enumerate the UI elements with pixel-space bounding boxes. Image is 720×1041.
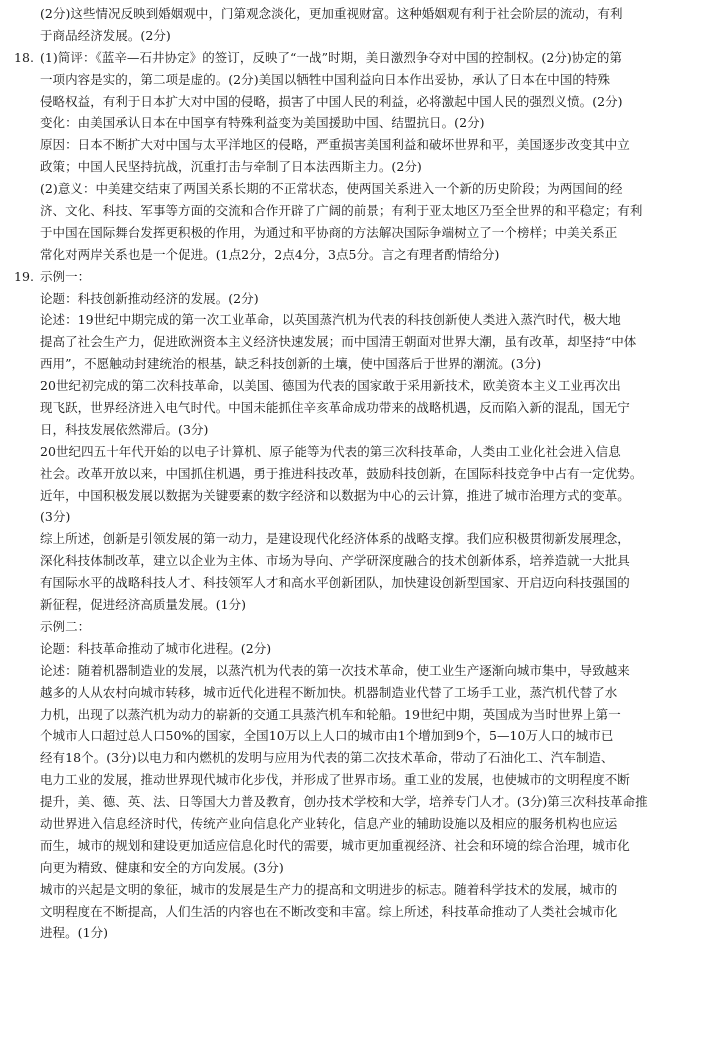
text-line: 电力工业的发展，推动世界现代城市化步伐，并形成了世界市场。重工业的发展，也使城市的文明程度不断 <box>40 772 630 788</box>
text-line: 论题：科技革命推动了城市化进程。(2分) <box>40 640 272 656</box>
text-line: 政策；中国人民坚持抗战，沉重打击与牵制了日本法西斯主力。(2分) <box>40 159 422 175</box>
text-line: 深化科技体制改革，建立以企业为主体、市场为导向、产学研深度融合的技术创新体系，培养造就一大批具 <box>40 553 630 569</box>
text-line: 越多的人从农村向城市转移，城市近代化进程不断加快。机器制造业代替了工场手工业，蒸汽机代替了水 <box>40 684 618 700</box>
text-line: 西用”，不愿触动封建统治的根基，缺乏科技创新的土壤，使中国落后于世界的潮流。(3分) <box>40 356 542 372</box>
text-line: 向更为精致、健康和安全的方向发展。(3分) <box>40 859 284 875</box>
text-line: 进程。(1分) <box>40 925 109 941</box>
text-line: (3分) <box>40 509 71 525</box>
text-line: 常化对两岸关系也是一个促进。(1点2分，2点4分，3点5分。言之有理者酌情给分) <box>40 246 500 262</box>
text-line: 一项内容是实的，第二项是虚的。(2分)美国以牺牲中国利益向日本作出妥协，承认了日本在中国的特殊 <box>40 71 611 87</box>
text-line: 社会。改革开放以来，中国抓住机遇，勇于推进科技改革，鼓励科技创新，在国际科技竞争中占有一定优势。 <box>40 465 643 481</box>
text-line: 论题：科技创新推动经济的发展。(2分) <box>40 290 259 306</box>
text-line: 示例二： <box>40 618 91 634</box>
text-line: (1)简评：《蓝辛—石井协定》的签订，反映了“一战”时期，美日激烈争夺对中国的控制权。(2分)协定的第 <box>40 49 622 65</box>
text-line: 新征程，促进经济高质量发展。(1分) <box>40 597 247 613</box>
text-line: 20世纪初完成的第二次科技革命，以美国、德国为代表的国家敢于采用新技术，欧美资本主义工业再次出 <box>40 378 621 394</box>
text-line: 论述：随着机器制造业的发展，以蒸汽机为代表的第一次技术革命，使工业生产逐渐向城市集中，导致越来 <box>40 662 630 678</box>
question-19-line <box>14 266 706 288</box>
text-line: (2分)这些情况反映到婚姻观中，门第观念淡化，更加重视财富。这种婚姻观有利于社会阶层的流动，有利 <box>40 6 623 21</box>
text-line: 经有18个。(3分)以电力和内燃机的发明与应用为代表的第二次技术革命，带动了石油化工、汽车制造、 <box>40 750 614 766</box>
text-line: 日，科技发展依然滞后。(3分) <box>40 421 209 437</box>
question-number: 18. <box>14 49 35 65</box>
text-line: 示例一： <box>40 268 91 284</box>
question-number: 19. <box>14 268 35 284</box>
text-line: 近年，中国积极发展以数据为关键要素的数字经济和以数据为中心的云计算，推进了城市治理方式的变革。 <box>40 487 630 503</box>
text-line: 动世界进入信息经济时代，传统产业向信息化产业转化，信息产业的辅助设施以及相应的服务机构也应运 <box>40 815 618 831</box>
text-line: 侵略权益，有利于日本扩大对中国的侵略，损害了中国人民的利益，必将激起中国人民的强烈义愤。(2分) <box>40 93 623 109</box>
text-line: 而生，城市的规划和建设更加适应信息化时代的需要，城市更加重视经济、社会和环境的综合治理，城市化 <box>40 837 630 853</box>
text-line: 文明程度在不断提高，人们生活的内容也在不断改变和丰富。综上所述，科技革命推动了人类社会城市化 <box>40 903 618 919</box>
text-line: 于中国在国际舞台发挥更积极的作用，为通过和平协商的方法解决国际争端树立了一个榜样；中美关系正 <box>40 224 618 240</box>
text-line: 综上所述，创新是引领发展的第一动力，是建设现代化经济体系的战略支撑。我们应积极贯彻新发展理念， <box>40 531 630 547</box>
text-line: 有国际水平的战略科技人才、科技领军人才和高水平创新团队，加快建设创新型国家、开启迈向科技强国的 <box>40 575 630 591</box>
text-line: 20世纪四五十年代开始的以电子计算机、原子能等为代表的第三次科技革命，人类由工业化社会进入信息 <box>40 443 621 459</box>
text-line: 提高了社会生产力，促进欧洲资本主义经济快速发展；而中国清王朝面对世界大潮，虽有改革，却坚持“中体 <box>40 334 637 350</box>
text-line: 个城市人口超过总人口50%的国家，全国10万以上人口的城市由1个增加到9个，5—10万人口的城市已 <box>40 728 614 744</box>
text-line: 论述：19世纪中期完成的第一次工业革命，以英国蒸汽机为代表的科技创新使人类进入蒸汽时代，极大地 <box>40 312 621 328</box>
text-line: 变化：由美国承认日本在中国享有特殊利益变为美国援助中国、结盟抗日。(2分) <box>40 115 485 131</box>
text-line: 提升，美、德、英、法、日等国大力普及教育，创办技术学校和大学，培养专门人才。(3分)第三次科技革命推 <box>40 794 648 810</box>
text-line: 于商品经济发展。(2分) <box>40 27 171 43</box>
text-line: 现飞跃，世界经济进入电气时代。中国未能抓住辛亥革命成功带来的战略机遇，反而陷入新的混乱，国无宁 <box>40 400 630 416</box>
text-line: 原因：日本不断扩大对中国与太平洋地区的侵略，严重损害美国利益和破坏世界和平，美国逐步改变其中立 <box>40 137 630 153</box>
text-line: 济、文化、科技、军事等方面的交流和合作开辟了广阔的前景；有利于亚太地区乃至全世界的和平稳定；有利 <box>40 203 643 219</box>
question-18-line <box>14 47 706 69</box>
text-line: 城市的兴起是文明的象征，城市的发展是生产力的提高和文明进步的标志。随着科学技术的发展，城市的 <box>40 881 618 897</box>
text-line: (2)意义：中美建交结束了两国关系长期的不正常状态，使两国关系进入一个新的历史阶段；为两国间的经 <box>40 181 623 197</box>
text-line: 力机，出现了以蒸汽机为动力的崭新的交通工具蒸汽机车和轮船。19世纪中期，英国成为当时世界上第一 <box>40 706 621 722</box>
